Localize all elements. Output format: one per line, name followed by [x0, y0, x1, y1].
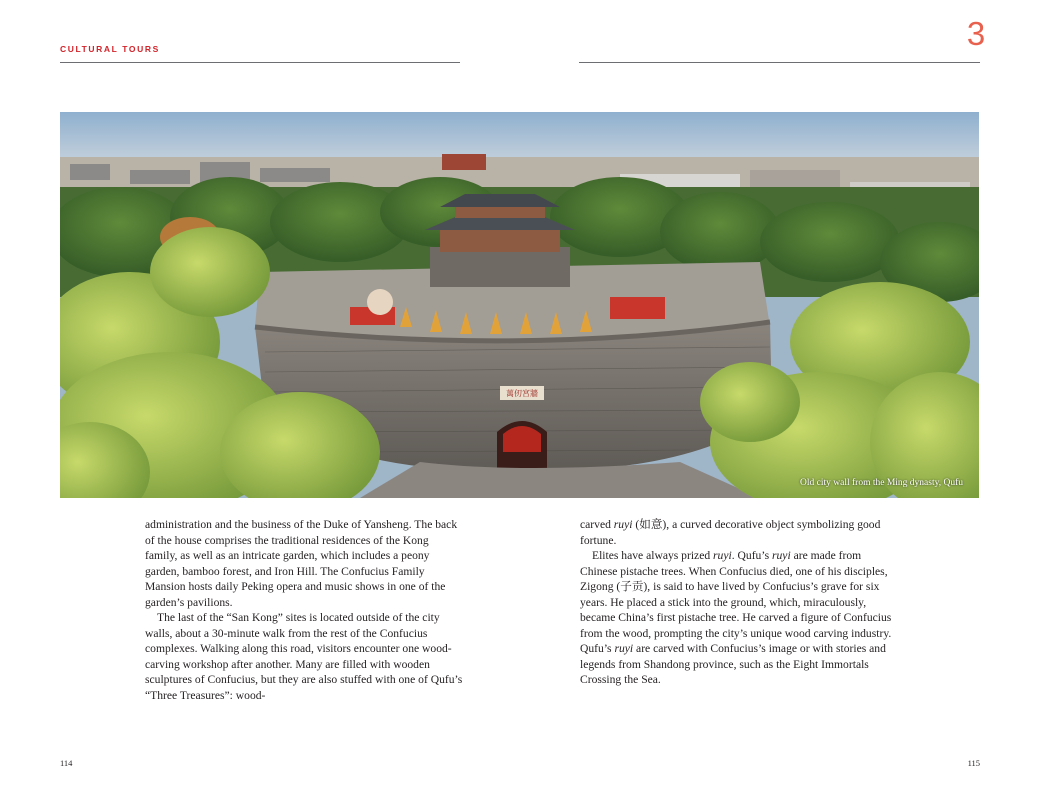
page-number-left: 114 — [60, 758, 73, 768]
left-paragraph-1: administration and the business of the Duke of Yansheng. The back of the house comprises the traditional residences of the Kong family, as well as an intricate garden, which includes a peony garden, bamboo forest, and Iron Hill. The Confucius Family Mansion hosts daily Peking opera and music shows in one of the garden’s pavilions. — [145, 518, 458, 609]
text-run: . Qufu’s — [731, 549, 772, 562]
text-run: are carved with Confucius’s image or with stories and legends from Shandong province, such as the Eight Immortals Crossing the Sea. — [580, 642, 886, 686]
text-run: Elites have always prized — [592, 549, 714, 562]
left-paragraph-2: The last of the “San Kong” sites is located outside of the city walls, about a 30-minute walk from the rest of the Confucius complexes. Walking along this road, visitors encounter one wood-carving workshop after another. Many are filled with wooden sculptures of Confucius, but they are also stuffed with one of Qufu’s “Three Treasures”: wood- — [145, 611, 463, 702]
city-wall-photo — [60, 112, 979, 498]
section-label: CULTURAL TOURS — [60, 44, 160, 54]
gate-tower-base — [430, 247, 570, 287]
city-wall-illustration — [60, 112, 979, 498]
header-rule-left — [60, 62, 460, 63]
text-run: (如意), a curved decorative object symbolizing good fortune. — [580, 518, 881, 547]
left-column — [145, 517, 463, 703]
ruyi-term: ruyi — [614, 642, 634, 655]
text-run: are made from Chinese pistache trees. When Confucius died, one of his disciples, Zigong (子贡), is said to have lived by Confucius’s grave for six years. He placed a stick into the ground, which, miraculously, became China’s first pistache tree. He carved a figure of Confucius from the wood, prompting the city’s unique wood carving industry. Qufu’s — [580, 549, 892, 655]
page-number-right: 115 — [967, 758, 980, 768]
drum — [367, 289, 393, 315]
red-pavilion-right — [610, 297, 665, 319]
right-paragraph-1 — [580, 517, 898, 548]
distant-hall — [442, 154, 486, 170]
right-column — [580, 517, 898, 688]
text-run: carved — [580, 518, 614, 531]
gate-plaque: 萬仞宮牆 — [506, 389, 538, 398]
ruyi-term: ruyi — [713, 549, 732, 562]
chapter-number: 3 — [966, 15, 986, 52]
ruyi-term: ruyi — [772, 549, 791, 562]
photo-caption: Old city wall from the Ming dynasty, Qufu — [800, 478, 963, 488]
ruyi-term: ruyi — [613, 518, 633, 531]
right-paragraph-2 — [580, 548, 898, 688]
gate-tower-body — [440, 227, 560, 252]
header-rule-right — [579, 62, 980, 63]
